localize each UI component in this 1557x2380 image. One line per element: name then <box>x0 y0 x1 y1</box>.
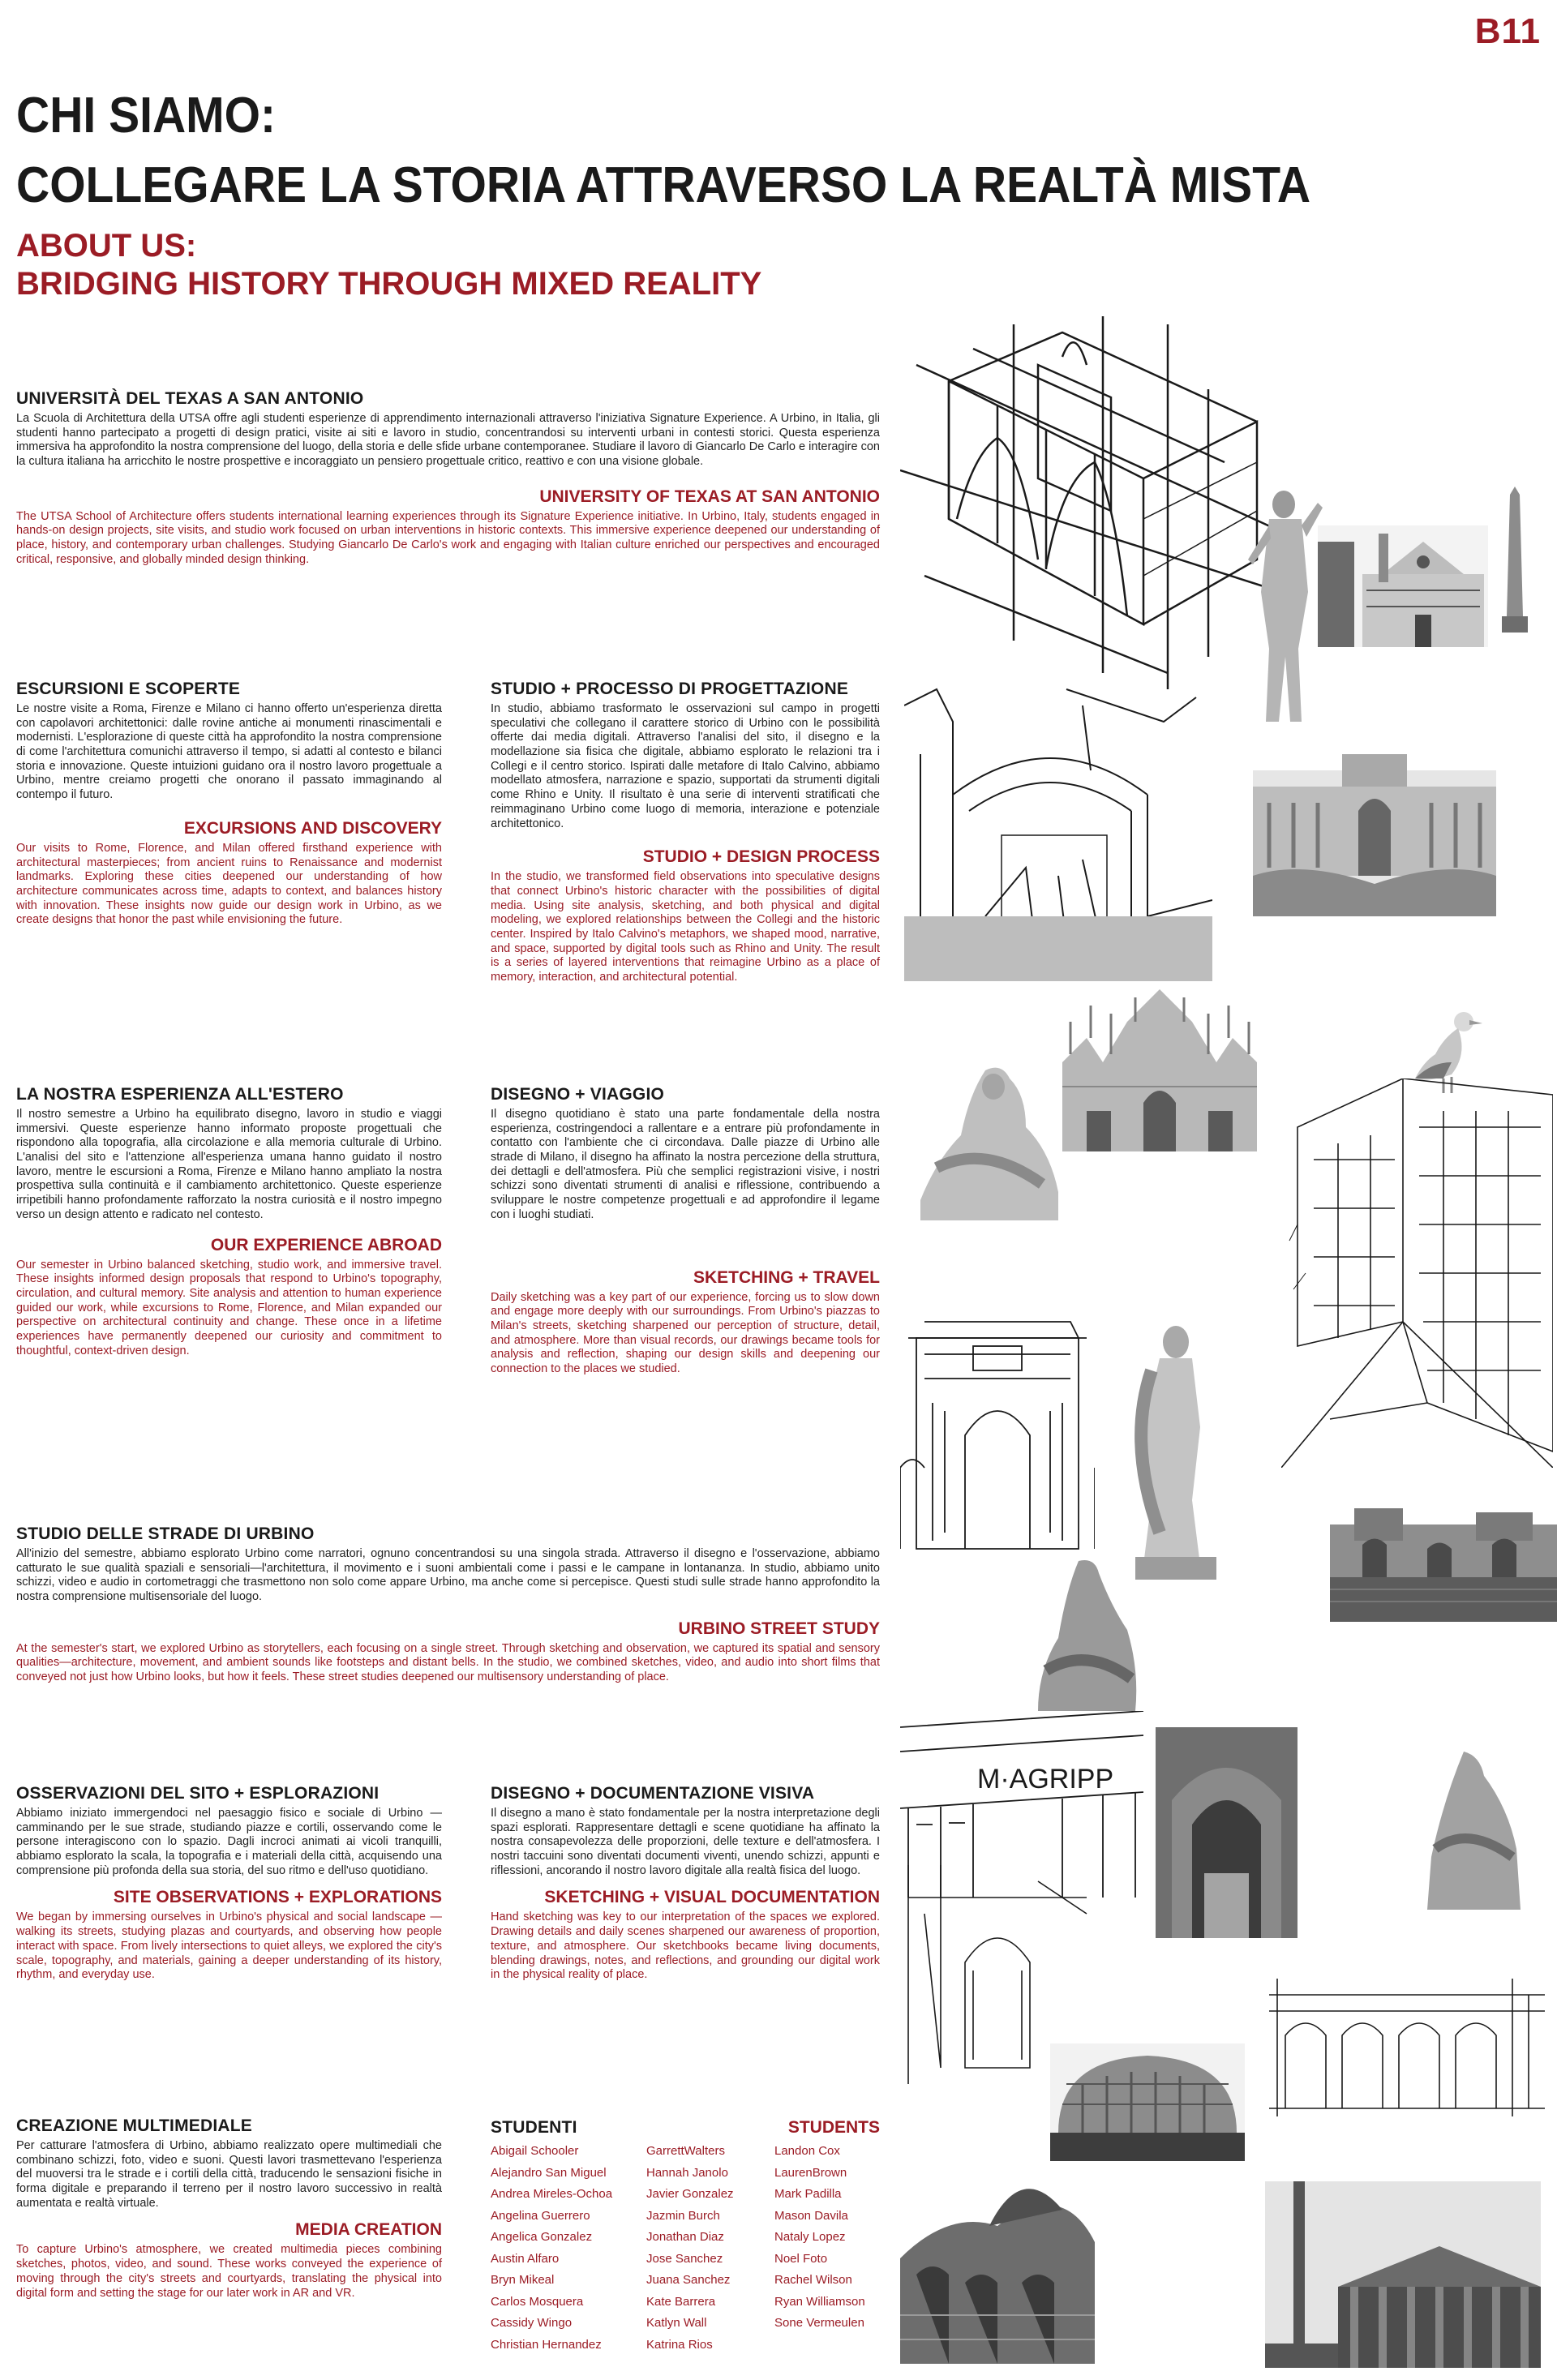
urbino-street-sketch <box>1281 1079 1553 1468</box>
section-esperienza <box>16 1085 442 1358</box>
student-name: Mark Padilla <box>774 2187 842 2201</box>
section-multimediale <box>16 2116 442 2301</box>
student-name: Christian Hernandez <box>491 2337 602 2352</box>
section-text-en: Hand sketching was key to our interpretation of the spaces we explored. Drawing details and daily scenes sharpened our awareness of proportion, texture, and atmosphere. Our sketchbooks became living documents, blending drawings, notes, and reflections, and grounding our digital work in the physical reality of place. <box>491 1910 880 1982</box>
section-text-it: La Scuola di Architettura della UTSA offre agli studenti esperienze di apprendimento internazionali attraverso l'iniziativa Signature Experience. A Urbino, in Italia, gli studenti hanno partecipato a progetti di design pratici, visite ai siti e lavoro in studio, concentrandosi su interventi urbani in contesti storici. Questa esperienza immersiva ha approfondito la nostra comprensione del luogo, della storia e delle sfide urbane contemporanee. Studiare il lavoro di Giancarlo De Carlo e interagire con la cultura italiana ha arricchito le nostre prospettive e incoraggiato un pensiero progettuale critico, reattivo e con una visione globale. <box>16 412 880 469</box>
section-text-en: We began by immersing ourselves in Urbino's physical and social landscape — walking its streets, studying plazas and courtyards, and observing how people interact with space. From lively intersections to quiet alleys, we explored the city's scale, topography, and materials, gaining a deeper understanding of its history, rhythm, and everyday use. <box>16 1910 442 1982</box>
section-title-it: UNIVERSITÀ DEL TEXAS A SAN ANTONIO <box>16 389 364 408</box>
section-text-it: Il nostro semestre a Urbino ha equilibrato disegno, lavoro in studio e viaggi immersivi. Queste esperienze hanno informato proposte progettuali che rispondono alla topografia, alla circolazione e alla memoria culturale di Urbino. L'analisi del sito e l'attenzione all'esperienza umana hanno guidato il nostro lavoro, mentre le escursioni a Roma, Firenze e Milano hanno ampliato la nostra prospettiva sulla continuità e il cambiamento architettonico. Queste esperienze irripetibili hanno profondamente rafforzato la nostra curiosità e il nostro impegno verso un design attento e radicato nel contesto. <box>16 1108 442 1221</box>
student-name: Cassidy Wingo <box>491 2316 573 2330</box>
student-name: Jose Sanchez <box>646 2251 723 2266</box>
section-text-it: Il disegno quotidiano è stato una parte fondamentale della nostra esperienza, costringendoci a rallentare e a entrare più profondamente in contatto con l'ambiente che ci circondava. Dalle piazze di Urbino alle strade di Milano, il disegno ha affinato la nostra percezione della struttura, dei dettagli e dell'atmosfera. Più che semplici registrazioni visive, i nostri schizzi sono diventati strumenti di analisi e riflessione, contribuendo a sviluppare le nostre competenze progettuali e ad approfondire il legame con i luoghi studiati. <box>491 1108 880 1221</box>
student-name: Ryan Williamson <box>774 2294 865 2309</box>
section-title-it: STUDIO + PROCESSO DI PROGETTAZIONE <box>491 680 849 698</box>
section-title-en: URBINO STREET STUDY <box>678 1619 880 1638</box>
student-name: Angelina Guerrero <box>491 2208 590 2223</box>
section-disegno <box>491 1085 880 1377</box>
student-name: Rachel Wilson <box>774 2273 852 2287</box>
section-text-en: Daily sketching was a key part of our experience, forcing us to slow down and engage more deeply with our surroundings. From Urbino's piazzas to Milan's streets, sketching sharpened our perception of structure, detail, and atmosphere. More than visual records, our drawings became tools for analysis and reflection, shaping our design skills and deepening our connection to the places we studied. <box>491 1290 880 1375</box>
section-title-it: STUDIO DELLE STRADE DI URBINO <box>16 1524 315 1543</box>
milan-cathedral-photo <box>1054 989 1265 1151</box>
pieta-statue-photo <box>912 1062 1066 1224</box>
section-title-en: STUDIO + DESIGN PROCESS <box>642 847 880 867</box>
section-title-en: OUR EXPERIENCE ABROAD <box>210 1235 442 1254</box>
student-name: GarrettWalters <box>646 2144 725 2158</box>
student-name: Juana Sanchez <box>646 2273 731 2287</box>
pantheon-photo <box>1265 2181 1541 2368</box>
section-title-en: EXCURSIONS AND DISCOVERY <box>183 818 442 838</box>
page-subtitle-line1: ABOUT US: <box>16 228 197 264</box>
colosseum-photo <box>1050 2043 1245 2161</box>
section-title-it: OSSERVAZIONI DEL SITO + ESPLORAZIONI <box>16 1784 380 1803</box>
arcade-building-sketch <box>1269 1979 1545 2116</box>
section-text-it: Il disegno a mano è stato fondamentale per la nostra interpretazione degli spazi esplorati. Rappresentare dettagli e scene quotidiane ha affinato la nostra consapevolezza delle proporzioni, delle texture e dell'atmosfera. I nostri taccuini sono diventati documenti viventi, unendo schizzi, appunti e riflessioni, ancorando il nostro lavoro digitale alla realtà fisica del luogo. <box>491 1807 880 1877</box>
students-title-it: STUDENTI <box>491 2118 577 2137</box>
student-name: Katrina Rios <box>646 2337 713 2352</box>
section-text-it: Per catturare l'atmosfera di Urbino, abbiamo realizzato opere multimediali che combinano schizzi, foto, video e suoni. Questi lavori trasmettevano l'esperienza del muoversi tra le strade e i cortili della città, traducendo le sensazioni fisiche in forma digitale e preparando il terreno per il nostro lavoro successivo in realtà aumentata e realtà virtuale. <box>16 2139 442 2210</box>
section-title-en: SITE OBSERVATIONS + EXPLORATIONS <box>113 1888 442 1907</box>
section-text-en: Our visits to Rome, Florence, and Milan offered firsthand experience with architectural masterpieces; from ancient ruins to Renaissance and modernist landmarks. Exploring these cities deepened our understanding of how architecture communicates across time, adapts to context, and balances history with innovation. These insights now guide our design work in Urbino, as we create designs that honor the past while envisioning the future. <box>16 841 442 927</box>
santa-maria-novella-photo <box>1318 525 1488 647</box>
section-osservazioni <box>16 1784 442 1983</box>
section-text-it: In studio, abbiamo trasformato le osservazioni sul campo in progetti speculativi che collegano il carattere storico di Urbino con le possibilità offerte dai media digitali. Attraverso l'analisi del sito, il disegno e la modellazione sia fisica che digitale, abbiamo esplorato le relazioni tra i Collegi e il centro storico. Ispirati dalle metafore di Italo Calvino, abbiamo modellato atmosfera, narrazione e spazio, supportati da strumenti digitali come Rhino e Unity. Il risultato è una serie di interventi stratificati che reimmaginano Urbino come luogo di memoria, interazione e potenziale architettonico. <box>491 702 880 830</box>
section-title-it: DISEGNO + DOCUMENTAZIONE VISIVA <box>491 1784 815 1803</box>
pieta-right-photo <box>1419 1752 1525 1914</box>
section-studio <box>491 680 880 985</box>
pieta-sculpture-photo <box>1030 1557 1143 1719</box>
student-name: Mason Davila <box>774 2208 848 2223</box>
section-text-en: In the studio, we transformed field observations into speculative designs that connect Urbino's historic character with the possibilities of digital media. Using site analysis, sketching, and both physical and digital modeling, we explored relationships between the Collegi and the historic center. Inspired by Italo Calvino's metaphors, we shaped mood, narrative, and space, supported by digital tools such as Rhino and Unity. The result is a series of layered interventions that reimagine Urbino as a place of memory, interaction, and architectural potential. <box>491 870 880 984</box>
section-text-en: Our semester in Urbino balanced sketching, studio work, and immersive travel. These insights informed design proposals that respond to Urbino's topography, circulation, and cultural memory. Site analysis and attention to human experience guided our work, while excursions to Rome, Florence, and Milan expanded our perspective on architectural continuity and change. These once in a lifetime experiences have permanently deepened our curiosity and commitment to thoughtful, context-driven design. <box>16 1258 442 1357</box>
section-title-en: SKETCHING + TRAVEL <box>693 1267 880 1287</box>
page-subtitle-line2: BRIDGING HISTORY THROUGH MIXED REALITY <box>16 266 762 302</box>
students-column-1 <box>491 2141 612 2356</box>
student-name: Nataly Lopez <box>774 2230 846 2244</box>
student-name: Angelica Gonzalez <box>491 2230 593 2244</box>
section-escursioni <box>16 680 442 928</box>
section-title-en: MEDIA CREATION <box>295 2220 442 2240</box>
david-statue-photo <box>1237 487 1326 730</box>
section-strade <box>16 1524 880 1685</box>
students-column-2 <box>646 2141 734 2356</box>
rondanini-pieta-photo <box>1111 1322 1233 1581</box>
roman-ruins-sketch <box>904 673 1212 981</box>
section-title-en: SKETCHING + VISUAL DOCUMENTATION <box>544 1888 880 1907</box>
student-name: Landon Cox <box>774 2144 840 2158</box>
obelisk-photo <box>1499 487 1531 633</box>
student-name: Katlyn Wall <box>646 2316 707 2330</box>
page-title-line1: CHI SIAMO: <box>16 88 277 144</box>
students-title-en: STUDENTS <box>787 2118 880 2137</box>
florence-duomo-photo <box>900 2161 1095 2364</box>
student-name: Austin Alfaro <box>491 2251 560 2266</box>
student-name: Noel Foto <box>774 2251 828 2266</box>
trevi-fountain-photo <box>1253 754 1496 916</box>
city-gate-sketch <box>900 1306 1095 1557</box>
student-name: Andrea Mireles-Ochoa <box>491 2187 613 2201</box>
students-column-3 <box>774 2141 865 2335</box>
section-title-it: ESCURSIONI E SCOPERTE <box>16 680 241 698</box>
section-text-it: Abbiamo iniziato immergendoci nel paesaggio fisico e sociale di Urbino — camminando per le sue strade, studiando piazze e cortili, osservando come le persone interagiscono con lo spazio. Dagli incroci animati ai vicoli tranquilli, abbiamo esplorato la scala, la topografia e i materiali della città, acquisendo una comprensione più profonda della sua storia, del suo ritmo e dell'uso quotidiano. <box>16 1807 442 1877</box>
student-name: Sone Vermeulen <box>774 2316 864 2330</box>
section-title-it: CREAZIONE MULTIMEDIALE <box>16 2116 252 2135</box>
section-text-en: To capture Urbino's atmosphere, we created multimedia pieces combining sketches, photos, video, and sound. These works conveyed the experience of moving through the city's streets and courtyards, translating the physical into digital form and setting the stage for our later work in AR and VR. <box>16 2243 442 2300</box>
board-code: B11 <box>1474 11 1541 51</box>
section-title-en: UNIVERSITY OF TEXAS AT SAN ANTONIO <box>539 487 880 506</box>
student-name: Abigail Schooler <box>491 2144 579 2158</box>
section-utsa <box>16 389 880 568</box>
student-name: Carlos Mosquera <box>491 2294 584 2309</box>
student-name: Javier Gonzalez <box>646 2187 734 2201</box>
section-text-en: The UTSA School of Architecture offers students international learning experiences through its Signature Experience initiative. In Urbino, Italy, students engaged in hands-on design projects, site visits, and studio work focused on urban interventions in historic contexts. This immersive experience deepened our understanding of place, history, and contemporary urban challenges. Studying Giancarlo De Carlo's work and engaging with Italian culture enriched our perspectives and encouraged critical, responsive, and globally minded design thinking. <box>16 509 880 566</box>
section-text-en: At the semester's start, we explored Urbino as storytellers, each focusing on a single street. Through sketching and observation, we captured its spatial and sensory qualities—architecture, movement, and ambient sounds like footsteps and distant bells. In the studio, we combined sketches, video, and audio into short films that conveyed not just how Urbino looks, but how it feels. These street studies deepened our multisensory understanding of place. <box>16 1641 880 1684</box>
student-name: Jonathan Diaz <box>646 2230 724 2244</box>
section-text-it: All'inizio del semestre, abbiamo esplorato Urbino come narratori, ognuno concentrandosi su una singola strada. Attraverso il disegno e l'osservazione, abbiamo catturato le sue qualità spaziali e sensoriali—l'architettura, il movimento e i suoni ambientali come i passi e le campane in lontananza. In studio, abbiamo unito schizzi, video e audio in cortometraggi che trasmettono non solo come appare Urbino, ma anche come si percepisce. Questi studi sulle strade hanno approfondito la nostra comprensione multisensoriale del luogo. <box>16 1547 880 1604</box>
agrippa-inscription: M·AGRIPP <box>977 1764 1114 1795</box>
section-title-it: LA NOSTRA ESPERIENZA ALL'ESTERO <box>16 1085 344 1104</box>
section-documentazione <box>491 1784 880 1983</box>
student-name: Alejandro San Miguel <box>491 2165 607 2180</box>
student-name: Bryn Mikeal <box>491 2273 555 2287</box>
student-name: Jazmin Burch <box>646 2208 720 2223</box>
section-title-it: DISEGNO + VIAGGIO <box>491 1085 665 1104</box>
baths-ruins-photo <box>1330 1508 1557 1622</box>
student-name: LaurenBrown <box>774 2165 847 2180</box>
student-name: Kate Barrera <box>646 2294 716 2309</box>
page-title-line2: COLLEGARE LA STORIA ATTRAVERSO LA REALTÀ MISTA <box>16 157 1311 213</box>
section-text-it: Le nostre visite a Roma, Firenze e Milano ci hanno offerto un'esperienza diretta con capolavori architettonici: dalle rovine antiche ai monumenti rinascimentali e modernisti. L'esplorazione di queste città ha approfondito la nostra comprensione di come l'architettura comunichi attraverso il tempo, si adatti al contesto e bilanci storia e innovazione. Queste intuizioni guidano ora il nostro lavoro progettuale a Urbino, mentre creiamo progetti che onorano il passato immaginando al contempo il futuro. <box>16 702 442 802</box>
student-name: Hannah Janolo <box>646 2165 728 2180</box>
courtyard-doorway-photo <box>1156 1727 1298 1938</box>
